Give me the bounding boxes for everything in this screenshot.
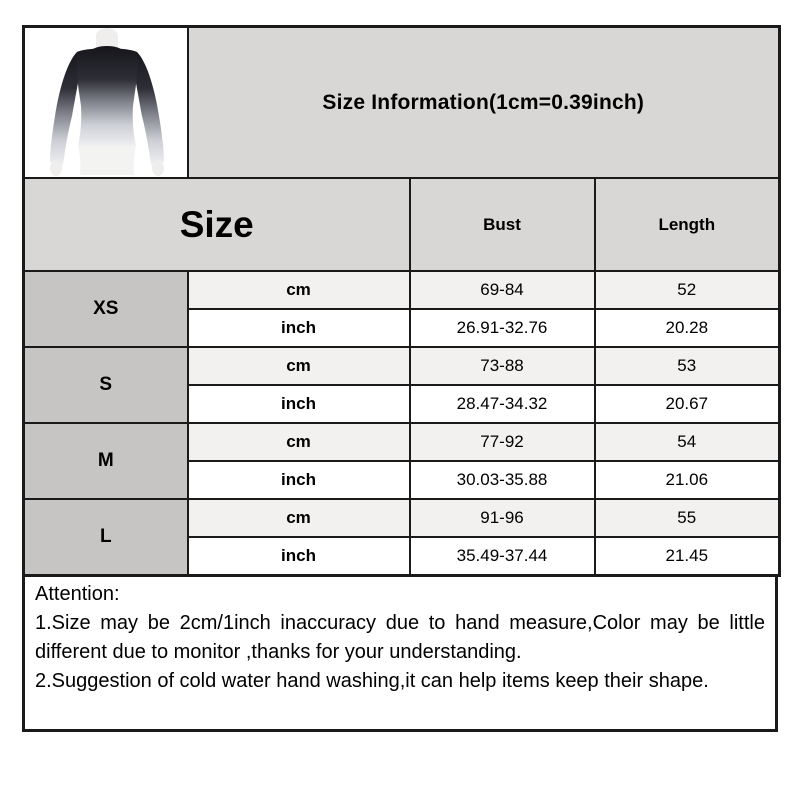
unit-cell: inch (188, 537, 410, 575)
header-size: Size (24, 178, 410, 271)
size-label-xs: XS (24, 271, 188, 347)
unit-cell: inch (188, 461, 410, 499)
attention-note (22, 574, 778, 732)
length-value: 21.06 (595, 461, 780, 499)
table-row (24, 499, 780, 537)
unit-cell: cm (188, 347, 410, 385)
length-value: 21.45 (595, 537, 780, 575)
page-title: Size Information(1cm=0.39inch) (188, 27, 780, 179)
product-image (24, 27, 188, 179)
bust-value: 35.49-37.44 (410, 537, 595, 575)
attention-line-1: 1.Size may be 2cm/1inch inaccuracy due to hand measure,Color may be little different due to monitor ,thanks for your understanding. (35, 611, 765, 663)
size-info-sheet (22, 25, 778, 732)
bust-value: 69-84 (410, 271, 595, 309)
attention-heading: Attention: (35, 582, 120, 605)
shirt-graphic (25, 28, 188, 177)
bust-value: 73-88 (410, 347, 595, 385)
length-value: 55 (595, 499, 780, 537)
size-label-m: M (24, 423, 188, 499)
table-row (24, 347, 780, 385)
bust-value: 28.47-34.32 (410, 385, 595, 423)
header-bust: Bust (410, 178, 595, 271)
length-value: 52 (595, 271, 780, 309)
unit-cell: cm (188, 499, 410, 537)
header-row (24, 178, 780, 271)
size-label-s: S (24, 347, 188, 423)
length-value: 54 (595, 423, 780, 461)
table-row (24, 271, 780, 309)
bust-value: 26.91-32.76 (410, 309, 595, 347)
length-value: 53 (595, 347, 780, 385)
top-row (24, 27, 780, 179)
unit-cell: cm (188, 271, 410, 309)
bust-value: 91-96 (410, 499, 595, 537)
length-value: 20.28 (595, 309, 780, 347)
bust-value: 30.03-35.88 (410, 461, 595, 499)
table-row (24, 423, 780, 461)
size-label-l: L (24, 499, 188, 575)
unit-cell: inch (188, 385, 410, 423)
unit-cell: cm (188, 423, 410, 461)
length-value: 20.67 (595, 385, 780, 423)
bust-value: 77-92 (410, 423, 595, 461)
unit-cell: inch (188, 309, 410, 347)
header-length: Length (595, 178, 780, 271)
attention-line-2: 2.Suggestion of cold water hand washing,it can help items keep their shape. (35, 669, 709, 692)
size-table (22, 25, 781, 577)
